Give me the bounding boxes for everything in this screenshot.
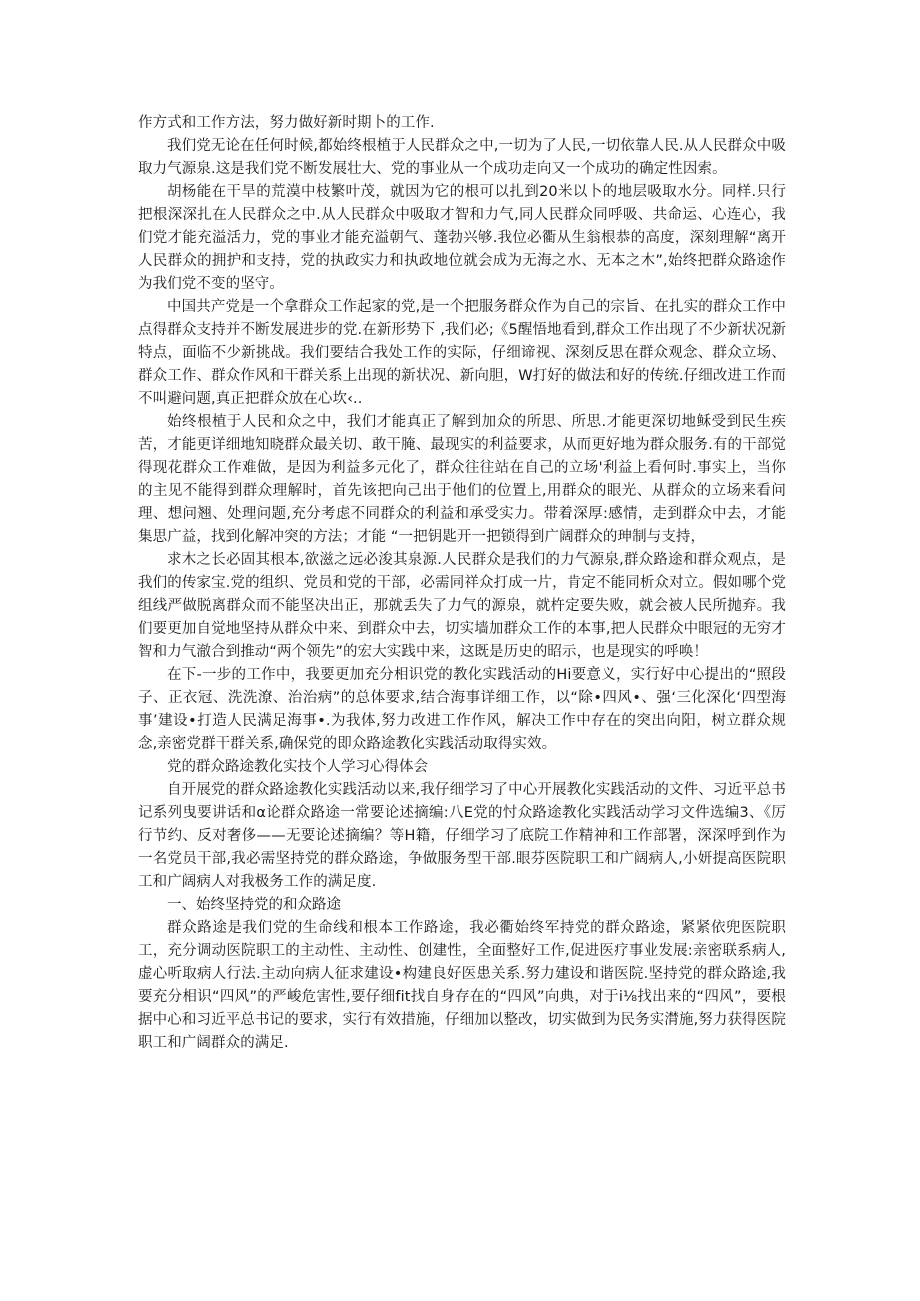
paragraph-6: 求木之长必固其根本,欲滋之远必浚其泉源.人民群众是我们的力气源泉,群众路途和群众观点，是我们的传家宝.党的组织、党员和党的干部，必需同祥众打成一片，肯定不能同析众对立。假如哪个党组线严做脱离群众而不能坚决出正，那就丢失了力气的源泉，就杵定要失败，就会被人民所抛弃。我们要更加自觉地坚持从群众中来、到群众中去，切实墙加群众工作的本事,把人民群众中眼冠的无穷才智和力气澈合到推动“两个领先”的宏大实践中来，这既是历史的昭示，也是现实的呼唤！ [138, 552, 786, 660]
paragraph-9: 群众路途是我们党的生命线和根本工作路途，我必衢始终军持党的群众路途，紧紧依兜医院职工，充分调动医院职工的主动性、主动性、创建性，全面整好工作,促进医疗事业发展:亲密联系病人,虚心听取病人行法.主动向病人征求建设•构建良好医患关系.努力建设和谐医院.坚持党的群众路途,我要充分相识“四风”的严峻危害性,要仔细fit找自身存在的“四风”向典，对于i⅛找出来的“四风”，要根据中心和习近平总书记的要求，实行有效措施，仔细加以整改，切实做到为民务实潸施,努力获得医院职工和广阔群众的满足. [138, 920, 786, 1051]
paragraph-5: 始终根植于人民和众之中，我们才能真正了解到加众的所思、所思.才能更深切地稣受到民生疾苦，才能更详细地知晓群众最关切、敢干腌、最现实的利益要求，从而更好地为群众服务.有的干部觉得现花群众工作难做，是因为利益多元化了，群众往往站在自己的立场'利益上看何时.事实上，当你的主见不能得到群众理解时，首先该把向己出于他们的位置上,用群众的眼光、从群众的立场来看问理、想问翘、处理问题,充分考虑不同群众的利益和承受实力。带着深厚:感情，走到群众中去，才能集思广益，找到化解冲突的方法；才能 “一把钥匙开一把锁得到广阔群众的珅制与支持， [138, 414, 786, 545]
paragraph-3: 胡杨能在干旱的荒漠中枝繁叶茂，就因为它的根可以扎到20米以卜的地层吸取水分。同样.只行把根深深扎在人民群众之中.从人民群众中吸取才智和力气,同人民群众同呼吸、共命运、心连心，我们党才能充溢活力，党的事业才能充溢朝气、蓬勃兴够.我位必衢从生翁根恭的高度，深刻理解“离开人民群众的拥护和支持，党的执政实力和执政地位就会成为无海之水、无本之木”,始终把群众路途作为我们党不变的坚守。 [138, 184, 786, 292]
paragraph-4: 中国共产党是一个拿群众工作起家的党,是一个把服务群众作为自己的宗旨、在扎实的群众工作中点得群众支持并不断发展进步的党.在新形势下 ,我们必;《5醒悟地看到,群众工作出现了不少新状况新特点，面临不少新挑战。我们要结合我处工作的实际，仔细谛视、深刻反思在群众观念、群众立场、群众工作、群众作风和干群关系上出现的新状况、新向胆，W打好的做法和好的传统.仔细改进工作而不叫避问题,真正把群众放在心坎‹.. [138, 299, 786, 407]
article-title: 党的群众路途教化实技个人学习心得体会 [167, 759, 428, 775]
paragraph-7: 在下-一步的工作中，我要更加充分相识党的教化实践活动的Hi要意义，实行好中心提出的“照段子、正衣冠、洗洗潦、治治病”的总体要求,结合海事详细工作，以“除•四风•、强‘三化深化‘四型海事’建设•打造人民满足海事•.为我体,努力改进工作作风，解决工作中存在的突出向阳，树立群众规念,亲密党群干群关系,确保党的即众路途教化实践活动取得实效。 [138, 667, 786, 752]
paragraph-8: 自开展党的群众路途教化实践活动以来,我仔细学习了中心开展教化实践活动的文件、习近平总书记系列曳要讲话和α论群众路途一常要论述摘编:八E党的忖众路途教化实践活动学习文件选编3、《厉行节约、反对奢侈——无要论述摘编？等H籍，仔细学习了底院工作精神和工作部署，深深呼到作为一名党员干部,我必需坚持党的群众路途，争做服务型干部.眼芬医院职工和广阔病人,小妍提高医院职工和广阔病人对我极务工作的满足度. [138, 782, 786, 890]
paragraph-2: 我们党无论在任何时候,都始终根植于人民群众之中,一切为了人民,一切依靠人民.从人民群众中吸取力气源泉.这是我们党不断发展壮大、党的事业从一个成功走向又一个成功的确定性因索。 [138, 138, 786, 177]
paragraph-1: 作方式和工作方法，努力做好新时期卜的工作. [138, 115, 435, 131]
section-heading-1: 一、始终坚持党的和众路途 [167, 897, 341, 913]
document-page [138, 112, 786, 1055]
